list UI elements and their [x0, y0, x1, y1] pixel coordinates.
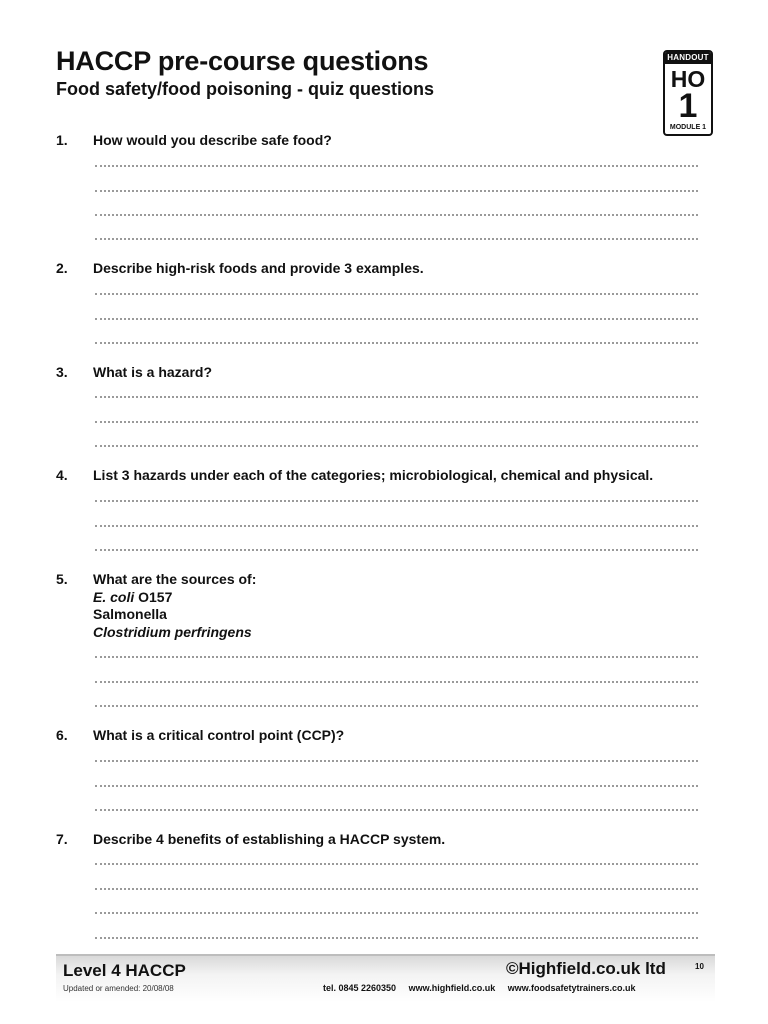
answer-line[interactable]: [95, 165, 698, 167]
answer-line[interactable]: [95, 396, 698, 398]
question-number: 7.: [56, 831, 68, 847]
footer-course-title: Level 4 HACCP: [63, 961, 186, 980]
question-text: What is a critical control point (CCP)?: [93, 727, 345, 743]
organism-salmonella: Salmonella: [93, 606, 167, 622]
answer-line[interactable]: [95, 525, 698, 527]
answer-line[interactable]: [95, 318, 698, 320]
answer-line[interactable]: [95, 760, 698, 762]
answer-line[interactable]: [95, 937, 698, 939]
organism-ecoli: [93, 588, 172, 606]
question-number: 2.: [56, 260, 68, 276]
answer-line[interactable]: [95, 445, 698, 447]
footer-contact: [323, 983, 645, 993]
question-number: 4.: [56, 467, 68, 483]
question-number: 5.: [56, 571, 68, 587]
answer-line[interactable]: [95, 549, 698, 551]
answer-line[interactable]: [95, 238, 698, 240]
organism-ecoli-italic: E. coli: [93, 589, 135, 605]
organism-clostridium: Clostridium perfringens: [93, 624, 252, 640]
answer-line[interactable]: [95, 681, 698, 683]
organism-ecoli-strain: O157: [134, 589, 173, 605]
footer-website-link[interactable]: www.highfield.co.uk: [408, 983, 496, 993]
answer-line[interactable]: [95, 421, 698, 423]
answer-line[interactable]: [95, 214, 698, 216]
answer-line[interactable]: [95, 656, 698, 658]
answer-line[interactable]: [95, 342, 698, 344]
answer-line[interactable]: [95, 912, 698, 914]
question-text: List 3 hazards under each of the categories; microbiological, chemical and physical.: [93, 467, 654, 483]
answer-line[interactable]: [95, 293, 698, 295]
page-number: 10: [695, 962, 704, 971]
answer-line[interactable]: [95, 705, 698, 707]
footer-updated-date: Updated or amended: 20/08/08: [63, 984, 174, 993]
footer-telephone: tel. 0845 2260350: [323, 983, 397, 993]
question-text: Describe high-risk foods and provide 3 examples.: [93, 260, 424, 276]
answer-line[interactable]: [95, 500, 698, 502]
page-subtitle: Food safety/food poisoning - quiz questions: [56, 79, 434, 99]
answer-line[interactable]: [95, 190, 698, 192]
question-text: What is a hazard?: [93, 364, 213, 380]
badge-number: 1: [678, 87, 698, 125]
answer-line[interactable]: [95, 863, 698, 865]
badge-code: HO: [670, 66, 706, 92]
question-text: What are the sources of:: [93, 571, 257, 587]
footer-brand: ©Highfield.co.uk ltd: [506, 959, 666, 978]
question-number: 3.: [56, 364, 68, 380]
handout-badge: [663, 50, 713, 136]
question-text: How would you describe safe food?: [93, 132, 332, 148]
question-number: 1.: [56, 132, 68, 148]
answer-line[interactable]: [95, 888, 698, 890]
footer-website-link-2[interactable]: www.foodsafetytrainers.co.uk: [507, 983, 636, 993]
badge-handout-label: HANDOUT: [665, 52, 711, 64]
question-text: Describe 4 benefits of establishing a HACCP system.: [93, 831, 446, 847]
question-number: 6.: [56, 727, 68, 743]
page-title: HACCP pre-course questions: [56, 46, 429, 76]
answer-line[interactable]: [95, 809, 698, 811]
badge-module: MODULE 1: [669, 124, 707, 131]
answer-line[interactable]: [95, 785, 698, 787]
